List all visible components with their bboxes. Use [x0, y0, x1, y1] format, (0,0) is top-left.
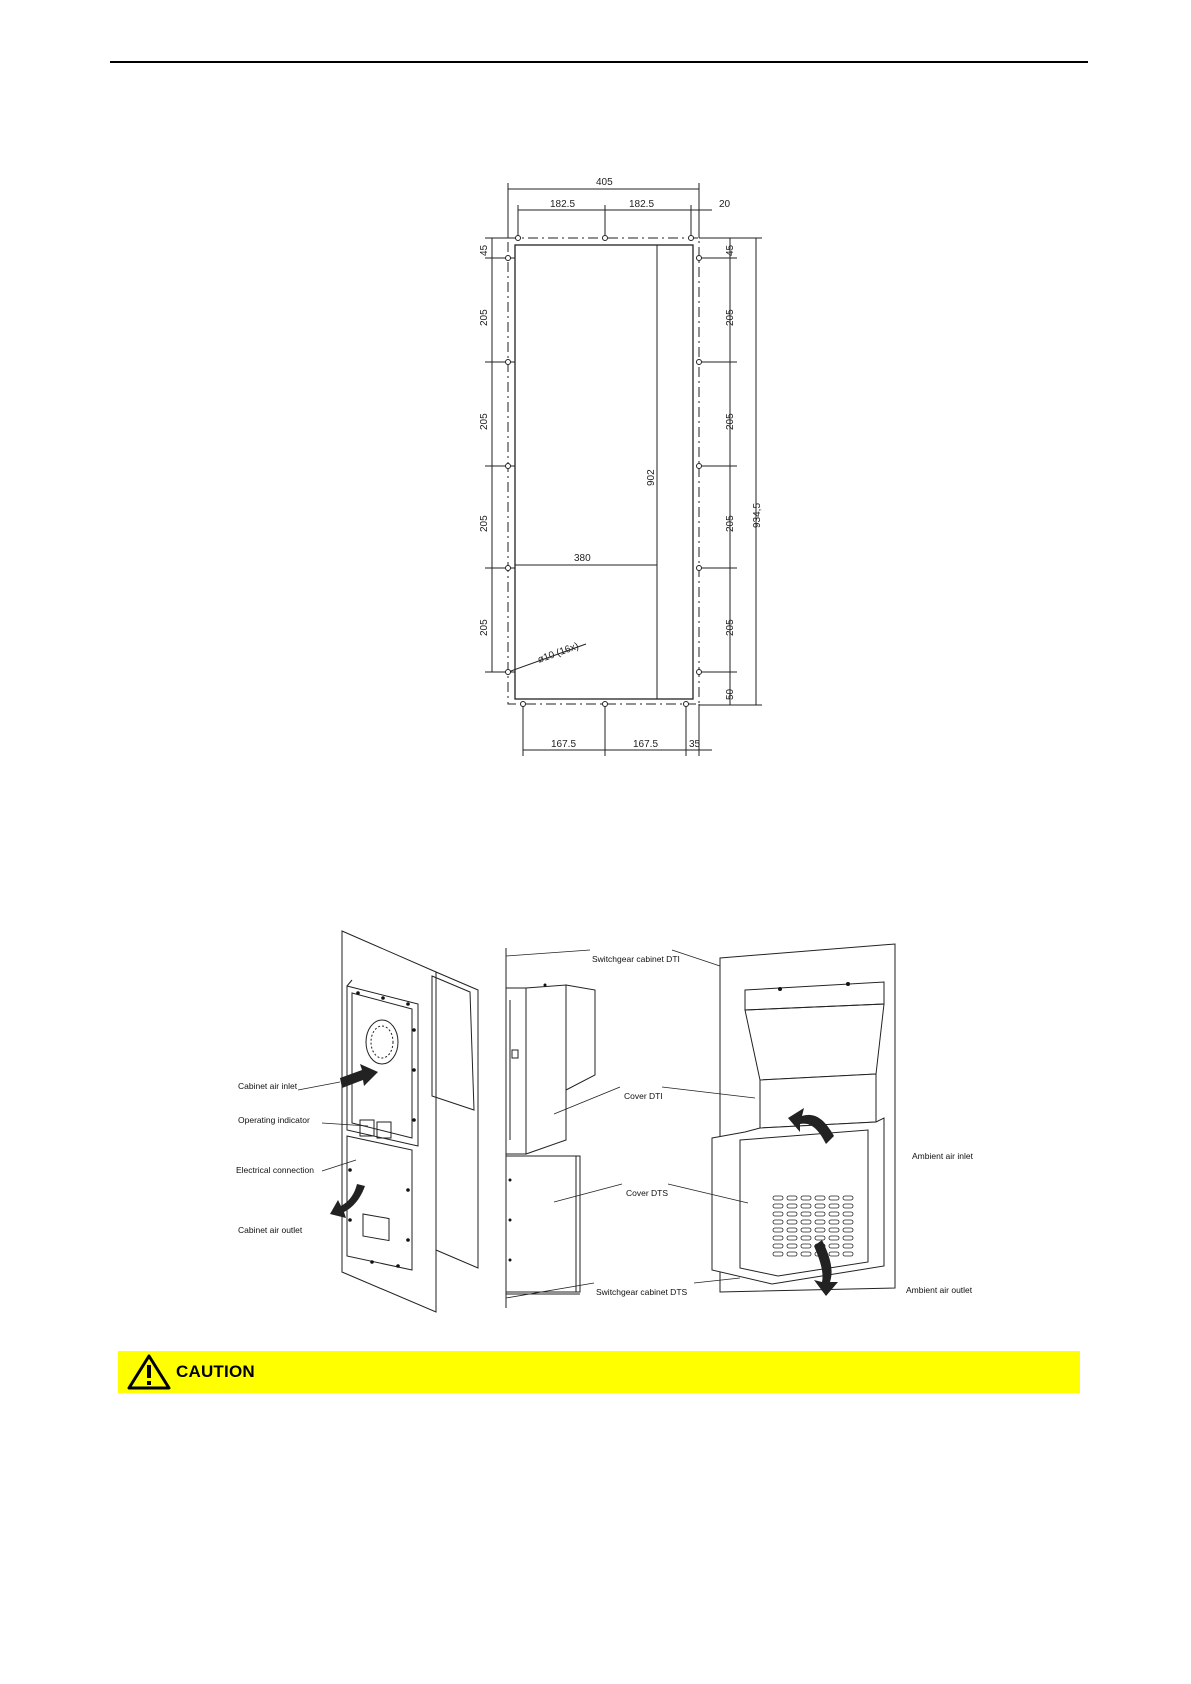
- dim-half-spacing-right: 182.5: [629, 199, 655, 210]
- dim-bottom-offset: 35: [689, 739, 701, 750]
- dim-right-spacing-4: 205: [725, 619, 736, 636]
- dim-half-spacing-left: 182.5: [550, 199, 576, 210]
- dim-bottom-spacing-left: 167.5: [551, 739, 577, 750]
- dim-bottom-spacing-right: 167.5: [633, 739, 659, 750]
- dim-right-spacing-1: 205: [725, 309, 736, 326]
- mounting-dimensions: [479, 177, 763, 750]
- dim-hole-note: ø10 (16x): [536, 640, 581, 666]
- dim-left-spacing-4: 205: [479, 619, 490, 636]
- caution-label: CAUTION: [176, 1362, 255, 1381]
- warning-triangle-icon: [127, 1354, 171, 1390]
- label-electrical-connection: Electrical connection: [236, 1165, 314, 1175]
- label-cover-dts: Cover DTS: [626, 1188, 669, 1198]
- label-cabinet-air-outlet: Cabinet air outlet: [238, 1225, 303, 1235]
- dim-cutout-height: 902: [646, 469, 657, 486]
- dim-overall-width: 405: [596, 177, 613, 188]
- label-operating-indicator: Operating indicator: [238, 1115, 310, 1125]
- dim-left-spacing-1: 205: [479, 309, 490, 326]
- dim-overall-height: 934,5: [752, 502, 763, 528]
- caution-banner: [118, 1351, 1080, 1393]
- right-view-front: [712, 944, 895, 1296]
- dim-right-spacing-2: 205: [725, 413, 736, 430]
- left-view-unit: [330, 931, 478, 1312]
- dim-right-bottom-margin: 50: [725, 688, 736, 700]
- label-switchgear-cabinet-dts: Switchgear cabinet DTS: [596, 1287, 688, 1297]
- label-cover-dti: Cover DTI: [624, 1091, 663, 1101]
- label-switchgear-cabinet-dti: Switchgear cabinet DTI: [592, 954, 680, 964]
- dim-cutout-width: 380: [574, 553, 591, 564]
- dim-right-top-margin: 45: [725, 244, 736, 256]
- middle-view-profile: [506, 948, 595, 1308]
- dim-left-spacing-2: 205: [479, 413, 490, 430]
- label-ambient-air-outlet: Ambient air outlet: [906, 1285, 973, 1295]
- dim-edge-offset: 20: [719, 199, 731, 210]
- dim-right-spacing-3: 205: [725, 515, 736, 532]
- dim-left-top-margin: 45: [479, 244, 490, 256]
- dim-left-spacing-3: 205: [479, 515, 490, 532]
- mounting-cutout-drawing: [485, 183, 762, 756]
- installation-figure: [298, 931, 895, 1312]
- label-cabinet-air-inlet: Cabinet air inlet: [238, 1081, 298, 1091]
- label-ambient-air-inlet: Ambient air inlet: [912, 1151, 973, 1161]
